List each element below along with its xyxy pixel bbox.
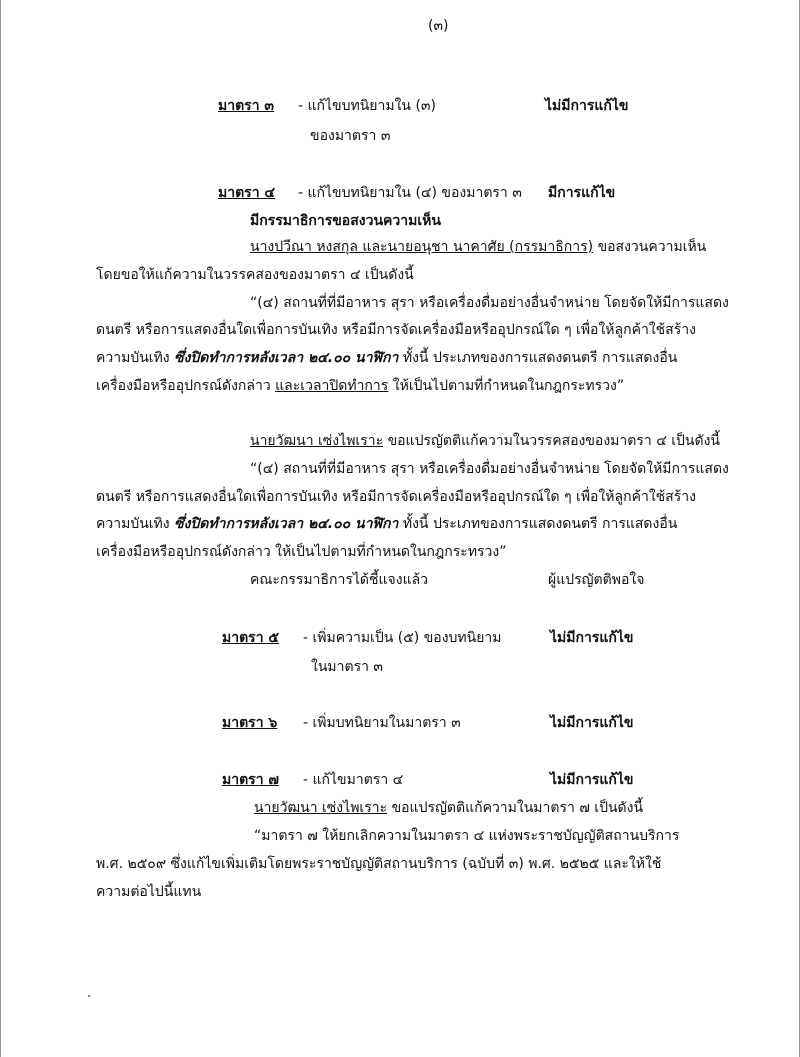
reservation-1-names: นางปวีณา หงสกุล และนายอนุชา นาคาศัย (กรรมาธิการ) [250,239,594,255]
reservation-1-quote-line3 [96,348,677,368]
section-6-description: - เพิ่มบทนิยามในมาตรา ๓ [303,715,461,731]
section-7-description: - แก้ไขมาตรา ๔ [303,772,404,788]
section-3-status: ไม่มีการแก้ไข [545,98,629,114]
reservation-1-intro [250,237,706,257]
reservation-2-quote-line4: เครื่องมือหรืออุปกรณ์ดังกล่าว ให้เป็นไปตามที่กำหนดในกฎกระทรวง” [96,544,507,560]
section-7-intro-rest: ขอแปรญัตติแก้ความในมาตรา ๗ เป็นดังนี้ [391,800,644,816]
closing-hours-amendment: และเวลาปิดทำการ [275,378,389,394]
quote-text: ให้เป็นไปตามที่กำหนดในกฎกระทรวง” [392,378,625,394]
page-number: (๓) [428,18,449,34]
reservation-heading: มีกรรมาธิการขอสงวนความเห็น [250,213,441,229]
section-7-quote-line3: ความต่อไปนี้แทน [96,884,202,900]
reservation-1-intro-rest: ขอสงวนความเห็น [597,239,707,255]
scan-left-edge [0,0,1,1057]
reservation-2-quote-line2: ดนตรี หรือการแสดงอื่นใดเพื่อการบันเทิง หรือมีการจัดเครื่องมือหรืออุปกรณ์ใด ๆ เพื่อให้ลูกค้าใช้สร้าง [96,489,696,505]
reservation-1-quote-line2: ดนตรี หรือการแสดงอื่นใดเพื่อการบันเทิง หรือมีการจัดเครื่องมือหรืออุปกรณ์ใด ๆ เพื่อให้ลูกค้าใช้สร้าง [96,322,696,338]
committee-note: คณะกรรมาธิการได้ชี้แจงแล้ว [250,572,429,588]
section-7-quote-line2: พ.ศ. ๒๕๐๙ ซึ่งแก้ไขเพิ่มเติมโดยพระราชบัญญัติสถานบริการ (ฉบับที่ ๓) พ.ศ. ๒๕๒๕ และให้ใช้ [96,856,662,872]
section-4-status: มีการแก้ไข [548,185,616,201]
section-6-status: ไม่มีการแก้ไข [550,715,634,731]
section-6-label: มาตรา ๖ [222,715,278,731]
reservation-1-intro-line2: โดยขอให้แก้ความในวรรคสองของมาตรา ๔ เป็นดังนี้ [96,267,414,283]
quote-text: ความบันเทิง [96,516,170,532]
quote-text: ทั้งนี้ ประเภทของการแสดงดนตรี การแสดงอื่น [402,516,678,532]
scan-speck [88,995,90,997]
section-3-label: มาตรา ๓ [218,98,275,114]
section-4-description: - แก้ไขบทนิยามใน (๔) ของมาตรา ๓ [298,185,522,201]
reservation-2-quote-line1: “(๔) สถานที่ที่มีอาหาร สุรา หรือเครื่องดื่มอย่างอื่นจำหน่าย โดยจัดให้มีการแสดง [250,461,729,477]
quote-text: เครื่องมือหรืออุปกรณ์ดังกล่าว [96,378,271,394]
section-5-description-cont: ในมาตรา ๓ [311,659,383,675]
section-3-description: - แก้ไขบทนิยามใน (๓) [298,98,436,114]
closing-time-amendment: ซึ่งปิดทำการหลังเวลา ๒๔.๐๐ นาฬิกา [174,350,399,366]
mover-note: ผู้แปรญัตติพอใจ [548,572,645,588]
quote-text: ความบันเทิง [96,350,170,366]
quote-text: ทั้งนี้ ประเภทของการแสดงดนตรี การแสดงอื่น [402,350,678,366]
reservation-2-name: นายวัฒนา เซ่งไพเราะ [250,433,384,449]
section-5-status: ไม่มีการแก้ไข [550,630,634,646]
closing-time-amendment: ซึ่งปิดทำการหลังเวลา ๒๔.๐๐ นาฬิกา [174,516,399,532]
reservation-2-intro [250,431,720,451]
reservation-1-quote-line4 [96,376,624,396]
section-4-label: มาตรา ๔ [218,185,276,201]
section-5-label: มาตรา ๕ [222,630,280,646]
section-5-description: - เพิ่มความเป็น (๕) ของบทนิยาม [303,630,502,646]
reservation-2-quote-line3 [96,514,677,534]
section-7-reservation-intro [254,798,643,818]
reservation-2-intro-rest: ขอแปรญัตติแก้ความในวรรคสองของมาตรา ๔ เป็นดังนี้ [387,433,720,449]
section-7-label: มาตรา ๗ [222,772,279,788]
section-3-description-cont: ของมาตรา ๓ [310,128,391,144]
reservation-1-quote-line1: “(๔) สถานที่ที่มีอาหาร สุรา หรือเครื่องดื่มอย่างอื่นจำหน่าย โดยจัดให้มีการแสดง [250,295,729,311]
section-7-mover-name: นายวัฒนา เซ่งไพเราะ [254,800,388,816]
section-7-quote-line1: “มาตรา ๗ ให้ยกเลิกความในมาตรา ๔ แห่งพระราชบัญญัติสถานบริการ [254,828,680,844]
section-7-status: ไม่มีการแก้ไข [550,772,634,788]
